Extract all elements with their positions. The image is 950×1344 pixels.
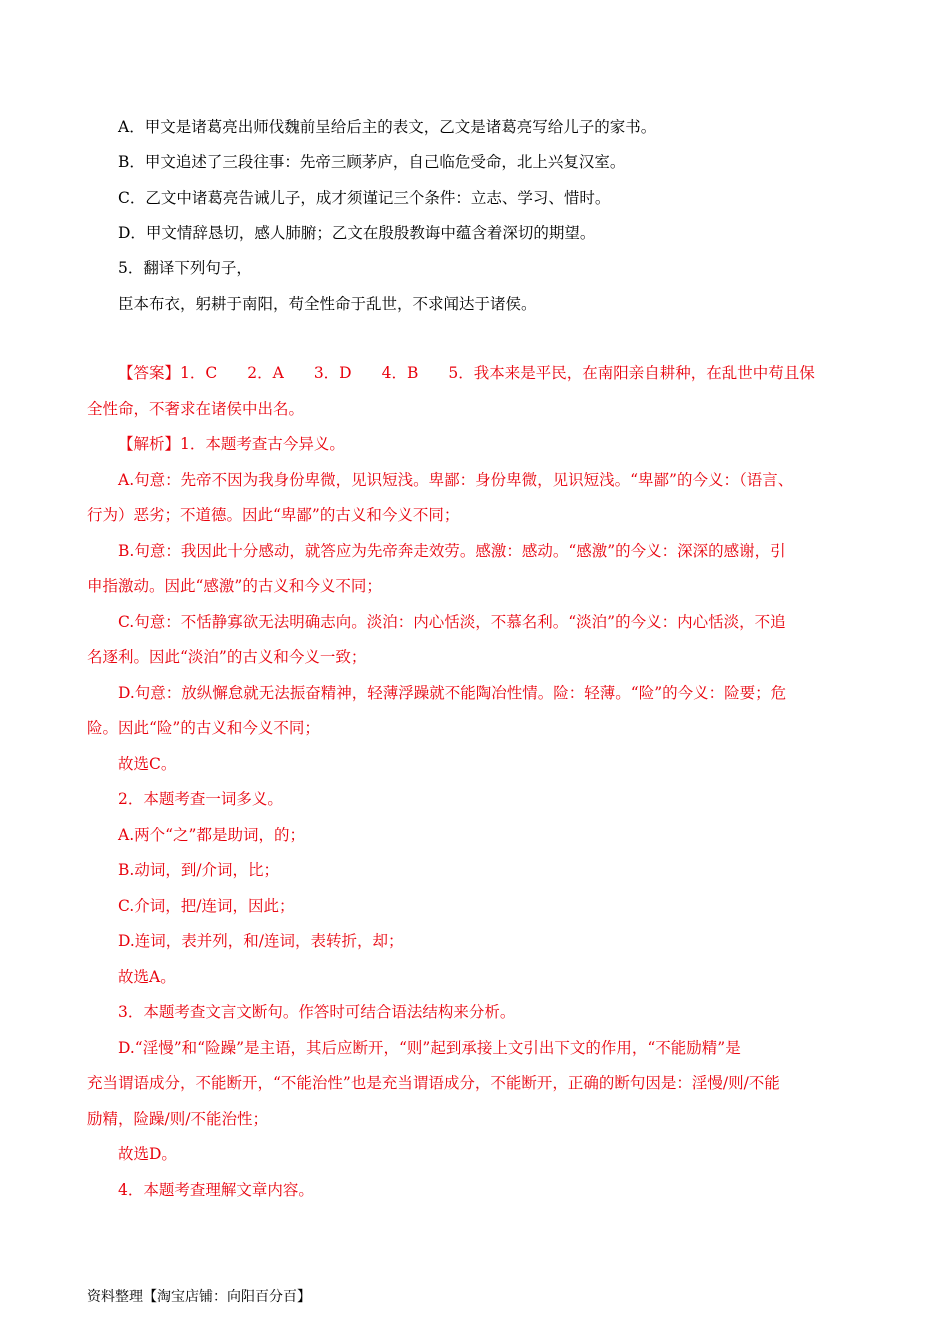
option-c: C．乙文中诸葛亮告诫儿子，成才须谨记三个条件：立志、学习、惜时。 [118, 189, 611, 207]
analysis-q2-choice: 故选A。 [118, 968, 176, 986]
analysis-q3-title: 3．本题考查文言文断句。作答时可结合语法结构来分析。 [118, 1003, 516, 1021]
analysis-q2-a: A.两个“之”都是助词，的； [118, 826, 305, 844]
analysis-q1-d-line1: D.句意：放纵懈怠就无法振奋精神，轻薄浮躁就不能陶冶性情。险：轻薄。“险”的今义：险要；危 [118, 684, 787, 702]
answer-1: 1．C [180, 364, 218, 382]
analysis-q1-b-line2: 申指激动。因此“感激”的古义和今义不同； [87, 577, 382, 595]
page-footer: 资料整理【淘宝店铺：向阳百分百】 [87, 1289, 311, 1305]
question-5-sentence: 臣本布衣，躬耕于南阳，苟全性命于乱世，不求闻达于诸侯。 [118, 295, 537, 313]
analysis-q2-title: 2．本题考查一词多义。 [118, 790, 283, 808]
analysis-q1-title: 1．本题考查古今异义。 [180, 435, 345, 453]
answer-line [118, 363, 815, 383]
answer-5-part1: 5．我本来是平民，在南阳亲自耕种，在乱世中苟且保 [448, 364, 815, 382]
option-b: B．甲文追述了三段往事：先帝三顾茅庐，自己临危受命，北上兴复汉室。 [118, 153, 626, 171]
analysis-label: 【解析】 [118, 435, 181, 453]
answer-3: 3．D [313, 364, 352, 382]
analysis-q3-d-line3: 励精，险躁/则/不能治性； [87, 1110, 268, 1128]
analysis-q3-d-line2: 充当谓语成分，不能断开，“不能治性”也是充当谓语成分，不能断开，正确的断句因是：淫慢/则/不能 [87, 1074, 780, 1092]
answer-label: 【答案】 [118, 364, 181, 382]
analysis-q1-c-line2: 名逐利。因此“淡泊”的古义和今义一致； [87, 648, 367, 666]
analysis-q3-d-line1: D.“淫慢”和“险躁”是主语，其后应断开，“则”起到承接上文引出下文的作用，“不能励精”是 [118, 1039, 741, 1057]
question-5-prompt: 5．翻译下列句子， [118, 259, 252, 277]
analysis-q3-choice: 故选D。 [118, 1145, 177, 1163]
analysis-q1-title-line [118, 434, 345, 454]
analysis-q4-title: 4．本题考查理解文章内容。 [118, 1181, 314, 1199]
analysis-q2-b: B.动词，到/介词，比； [118, 861, 280, 879]
analysis-q2-d: D.连词，表并列，和/连词，表转折，却； [118, 932, 404, 950]
analysis-q1-a-line2: 行为）恶劣；不道德。因此“卑鄙”的古义和今义不同； [87, 506, 460, 524]
option-a: A．甲文是诸葛亮出师伐魏前呈给后主的表文，乙文是诸葛亮写给儿子的家书。 [118, 118, 657, 136]
analysis-q1-choice: 故选C。 [118, 755, 177, 773]
analysis-q1-d-line2: 险。因此“险”的古义和今义不同； [87, 719, 320, 737]
answer-4: 4．B [381, 364, 419, 382]
option-d: D．甲文情辞恳切，感人肺腑；乙文在殷殷教诲中蕴含着深切的期望。 [118, 224, 596, 242]
analysis-q2-c: C.介词，把/连词，因此； [118, 897, 295, 915]
answer-2: 2．A [247, 364, 284, 382]
analysis-q1-b-line1: B.句意：我因此十分感动，就答应为先帝奔走效劳。感激：感动。“感激”的今义：深深的感谢，引 [118, 542, 786, 560]
analysis-q1-a-line1: A.句意：先帝不因为我身份卑微，见识短浅。卑鄙：身份卑微，见识短浅。“卑鄙”的今义：（语言、 [118, 471, 794, 489]
answer-5-part2: 全性命，不奢求在诸侯中出名。 [87, 400, 305, 418]
analysis-q1-c-line1: C.句意：不恬静寡欲无法明确志向。淡泊：内心恬淡，不慕名利。“淡泊”的今义：内心恬淡，不追 [118, 613, 786, 631]
